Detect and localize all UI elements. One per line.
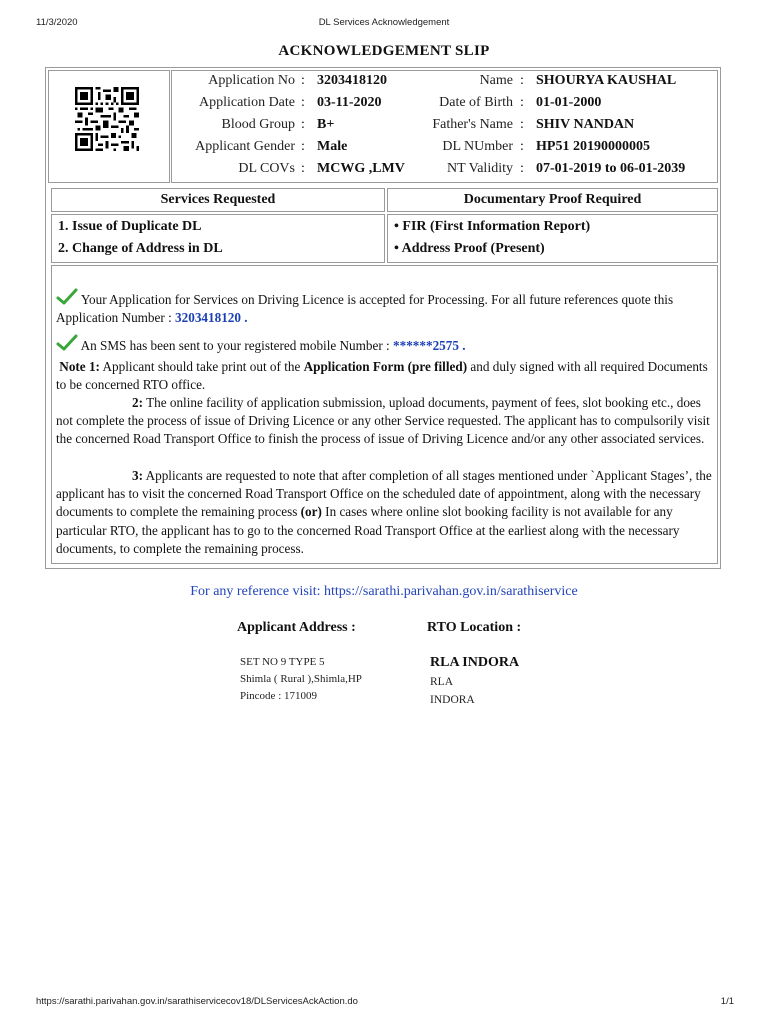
sms-message (56, 334, 713, 355)
proof-item: • Address Proof (Present) (394, 241, 545, 256)
footer-url: https://sarathi.parivahan.gov.in/sarathiservicecov18/DLServicesAckAction.do (36, 996, 358, 1007)
colon: : (301, 95, 305, 110)
note2-label: 2: (132, 395, 143, 410)
note3-label: 3: (132, 468, 143, 483)
slip-title: ACKNOWLEDGEMENT SLIP (278, 43, 490, 59)
note-1 (56, 358, 713, 394)
note-3 (56, 467, 713, 558)
nt-validity-label: NT Validity (447, 161, 513, 176)
documentary-proof-header: Documentary Proof Required (387, 188, 718, 212)
applicant-info (171, 70, 718, 183)
note3-text-b: In cases where online slot booking facility is not available for any particular RTO, the applicant has to go to the concerned Road Transport Office at the earliest along with the necessary documents, to complete the remaining process. (56, 504, 680, 556)
colon: : (301, 73, 305, 88)
accepted-application-number: 3203418120 . (175, 310, 248, 326)
nt-validity-value: 07-01-2019 to 06-01-2039 (536, 161, 686, 176)
father-label: Father's Name (432, 117, 513, 132)
service-item: 1. Issue of Duplicate DL (58, 219, 202, 234)
blood-group-label: Blood Group (221, 117, 295, 132)
note-2 (56, 394, 713, 449)
note1-text-b: and duly signed with all required Documents to be concerned RTO office. (56, 359, 708, 393)
gender-label: Applicant Gender (195, 139, 295, 154)
rto-location-header: RTO Location : (427, 620, 522, 635)
colon: : (520, 161, 524, 176)
note1-text-a: Applicant should take print out of the (102, 359, 301, 374)
note1-label: Note 1: (59, 359, 100, 374)
proof-item: • FIR (First Information Report) (394, 219, 591, 234)
blood-group-value: B+ (317, 117, 335, 132)
checkmark-icon (56, 288, 78, 306)
colon: : (520, 73, 524, 88)
accepted-message (56, 288, 713, 327)
application-no-value: 3203418120 (317, 73, 387, 88)
dl-covs-label: DL COVs (238, 161, 295, 176)
address-line: Shimla ( Rural ),Shimla,HP (240, 673, 362, 685)
address-line: Pincode : 171009 (240, 690, 317, 702)
footer-page: 1/1 (720, 996, 734, 1007)
application-no-label: Application No (208, 73, 295, 88)
colon: : (301, 161, 305, 176)
dl-number-value: HP51 20190000005 (536, 139, 650, 154)
services-requested-cell (51, 214, 385, 263)
rto-line: RLA (430, 676, 453, 688)
name-value: SHOURYA KAUSHAL (536, 73, 677, 88)
father-value: SHIV NANDAN (536, 117, 635, 132)
services-requested-header: Services Requested (51, 188, 385, 212)
application-date-value: 03-11-2020 (317, 95, 382, 110)
rto-name: RLA INDORA (430, 655, 520, 670)
row-blood-group (172, 117, 717, 139)
applicant-address-header: Applicant Address : (237, 620, 356, 635)
dl-number-label: DL NUmber (442, 139, 513, 154)
application-date-label: Application Date (198, 95, 295, 110)
sms-text: An SMS has been sent to your registered mobile Number : (80, 338, 390, 353)
checkmark-icon (56, 334, 78, 352)
dob-label: Date of Birth (439, 95, 513, 110)
row-gender (172, 139, 717, 161)
row-dl-covs (172, 161, 717, 183)
print-title: DL Services Acknowledgement (318, 17, 450, 28)
documentary-proof-cell (387, 214, 718, 263)
gender-value: Male (317, 139, 348, 154)
qr-code-icon (75, 87, 139, 151)
print-date: 11/3/2020 (36, 17, 78, 28)
messages-box (51, 265, 718, 564)
colon: : (520, 139, 524, 154)
name-label: Name (479, 73, 513, 88)
note1-bold: Application Form (pre filled) (303, 359, 468, 374)
rto-line: INDORA (430, 694, 475, 706)
sms-mobile-number: ******2575 . (393, 338, 466, 353)
colon: : (520, 117, 524, 132)
reference-link[interactable]: For any reference visit: https://sarathi.parivahan.gov.in/sarathiservice (190, 584, 578, 599)
note3-text-a: Applicants are requested to note that after completion of all stages mentioned under `Applicant Stages’, the applicant has to visit the concerned Road Transport Office on the scheduled date of appointment, along with the necessary documents to complete the remaining process (56, 468, 712, 520)
colon: : (301, 117, 305, 132)
note2-text: The online facility of application submission, upload documents, payment of fees, slot booking etc., does not complete the process of issue of Driving Licence or any other Service requested. The applicant has to compulsorily visit the concerned Road Transport Office to finish the process of issue of Driving Licence and/or any other associated services. (56, 395, 710, 447)
accepted-text: Your Application for Services on Driving Licence is accepted for Processing. For all future references quote this Application Number : (56, 292, 674, 326)
service-item: 2. Change of Address in DL (58, 241, 223, 256)
colon: : (301, 139, 305, 154)
note3-or: (or) (300, 504, 322, 520)
dl-covs-value: MCWG ,LMV (317, 161, 405, 176)
row-application-date (172, 95, 717, 117)
dob-value: 01-01-2000 (536, 95, 602, 110)
row-application-no (172, 73, 717, 95)
address-line: SET NO 9 TYPE 5 (240, 656, 325, 668)
colon: : (520, 95, 524, 110)
qr-box (48, 70, 170, 183)
